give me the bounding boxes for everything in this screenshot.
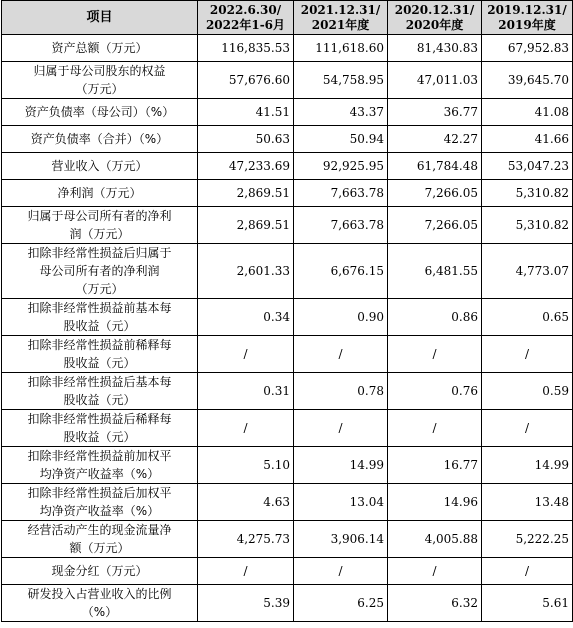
table-row <box>2 126 573 153</box>
row-value: 13.48 <box>482 484 573 521</box>
row-value: 54,758.95 <box>294 62 388 99</box>
row-value: 42.27 <box>388 126 482 153</box>
table-row <box>2 99 573 126</box>
row-value: / <box>482 410 573 447</box>
row-value: 16.77 <box>388 447 482 484</box>
row-value: 4,275.73 <box>198 521 294 558</box>
row-value: / <box>482 558 573 585</box>
table-row <box>2 153 573 180</box>
row-value: 6,481.55 <box>388 244 482 299</box>
row-value: 7,266.05 <box>388 180 482 207</box>
row-value: / <box>294 558 388 585</box>
row-label: 现金分红（万元） <box>2 558 198 585</box>
row-label: 扣除非经常性损益前稀释每 股收益（元） <box>2 336 198 373</box>
row-value: 5.61 <box>482 585 573 622</box>
row-value: 2,869.51 <box>198 207 294 244</box>
row-value: / <box>198 336 294 373</box>
header-2022h1: 2022.6.30/ 2022年1-6月 <box>198 1 294 35</box>
table-row <box>2 336 573 373</box>
table-row <box>2 585 573 622</box>
row-value: 3,906.14 <box>294 521 388 558</box>
row-label: 研发投入占营业收入的比例 （%） <box>2 585 198 622</box>
row-label: 资产总额（万元） <box>2 35 198 62</box>
table-row <box>2 521 573 558</box>
row-label: 扣除非经常性损益后基本每 股收益（元） <box>2 373 198 410</box>
row-label: 归属于母公司股东的权益 （万元） <box>2 62 198 99</box>
row-value: 5.10 <box>198 447 294 484</box>
row-value: 4,773.07 <box>482 244 573 299</box>
row-label: 扣除非经常性损益后归属于 母公司所有者的净利润 （万元） <box>2 244 198 299</box>
row-value: 39,645.70 <box>482 62 573 99</box>
row-value: 4,005.88 <box>388 521 482 558</box>
row-value: 5,310.82 <box>482 207 573 244</box>
row-value: 0.31 <box>198 373 294 410</box>
row-value: 14.99 <box>294 447 388 484</box>
table-row <box>2 558 573 585</box>
row-value: 0.78 <box>294 373 388 410</box>
row-value: 57,676.60 <box>198 62 294 99</box>
row-value: 7,266.05 <box>388 207 482 244</box>
row-value: / <box>294 336 388 373</box>
row-value: 7,663.78 <box>294 207 388 244</box>
row-value: 5,222.25 <box>482 521 573 558</box>
row-value: 0.90 <box>294 299 388 336</box>
row-value: 116,835.53 <box>198 35 294 62</box>
row-value: 0.76 <box>388 373 482 410</box>
row-label: 净利润（万元） <box>2 180 198 207</box>
row-value: / <box>294 410 388 447</box>
row-value: 41.08 <box>482 99 573 126</box>
row-label: 扣除非经常性损益后加权平 均净资产收益率（%） <box>2 484 198 521</box>
row-value: 47,233.69 <box>198 153 294 180</box>
row-value: 14.96 <box>388 484 482 521</box>
row-value: 92,925.95 <box>294 153 388 180</box>
row-label: 扣除非经常性损益后稀释每 股收益（元） <box>2 410 198 447</box>
row-value: 2,601.33 <box>198 244 294 299</box>
header-2021: 2021.12.31/ 2021年度 <box>294 1 388 35</box>
row-value: 43.37 <box>294 99 388 126</box>
table-row <box>2 207 573 244</box>
row-label: 资产负债率（母公司）（%） <box>2 99 198 126</box>
row-value: 81,430.83 <box>388 35 482 62</box>
header-item: 项目 <box>2 1 198 35</box>
header-2019: 2019.12.31/ 2019年度 <box>482 1 573 35</box>
row-label: 扣除非经常性损益前基本每 股收益（元） <box>2 299 198 336</box>
row-value: 50.94 <box>294 126 388 153</box>
row-value: 5.39 <box>198 585 294 622</box>
row-label: 营业收入（万元） <box>2 153 198 180</box>
row-value: 67,952.83 <box>482 35 573 62</box>
table-header <box>2 1 573 35</box>
row-value: / <box>198 410 294 447</box>
row-value: 7,663.78 <box>294 180 388 207</box>
row-value: 111,618.60 <box>294 35 388 62</box>
row-value: 5,310.82 <box>482 180 573 207</box>
row-value: 41.51 <box>198 99 294 126</box>
row-value: 4.63 <box>198 484 294 521</box>
row-value: 6.25 <box>294 585 388 622</box>
row-value: 47,011.03 <box>388 62 482 99</box>
financial-table <box>1 0 573 622</box>
row-value: / <box>388 410 482 447</box>
table-row <box>2 180 573 207</box>
row-value: / <box>388 558 482 585</box>
table-row <box>2 447 573 484</box>
table-row <box>2 484 573 521</box>
row-value: 2,869.51 <box>198 180 294 207</box>
row-value: 13.04 <box>294 484 388 521</box>
row-value: 61,784.48 <box>388 153 482 180</box>
table-row <box>2 35 573 62</box>
row-label: 资产负债率（合并）（%） <box>2 126 198 153</box>
row-value: 0.65 <box>482 299 573 336</box>
row-value: / <box>388 336 482 373</box>
row-value: 14.99 <box>482 447 573 484</box>
table-row <box>2 299 573 336</box>
row-value: 50.63 <box>198 126 294 153</box>
row-value: 6.32 <box>388 585 482 622</box>
row-label: 经营活动产生的现金流量净 额（万元） <box>2 521 198 558</box>
table-row <box>2 62 573 99</box>
table-row <box>2 410 573 447</box>
row-value: / <box>198 558 294 585</box>
row-value: 36.77 <box>388 99 482 126</box>
row-label: 归属于母公司所有者的净利 润（万元） <box>2 207 198 244</box>
row-value: / <box>482 336 573 373</box>
row-value: 0.86 <box>388 299 482 336</box>
row-value: 41.66 <box>482 126 573 153</box>
row-value: 53,047.23 <box>482 153 573 180</box>
header-2020: 2020.12.31/ 2020年度 <box>388 1 482 35</box>
row-value: 0.59 <box>482 373 573 410</box>
table-row <box>2 244 573 299</box>
row-label: 扣除非经常性损益前加权平 均净资产收益率（%） <box>2 447 198 484</box>
row-value: 0.34 <box>198 299 294 336</box>
row-value: 6,676.15 <box>294 244 388 299</box>
table-body <box>2 35 573 622</box>
table-row <box>2 373 573 410</box>
